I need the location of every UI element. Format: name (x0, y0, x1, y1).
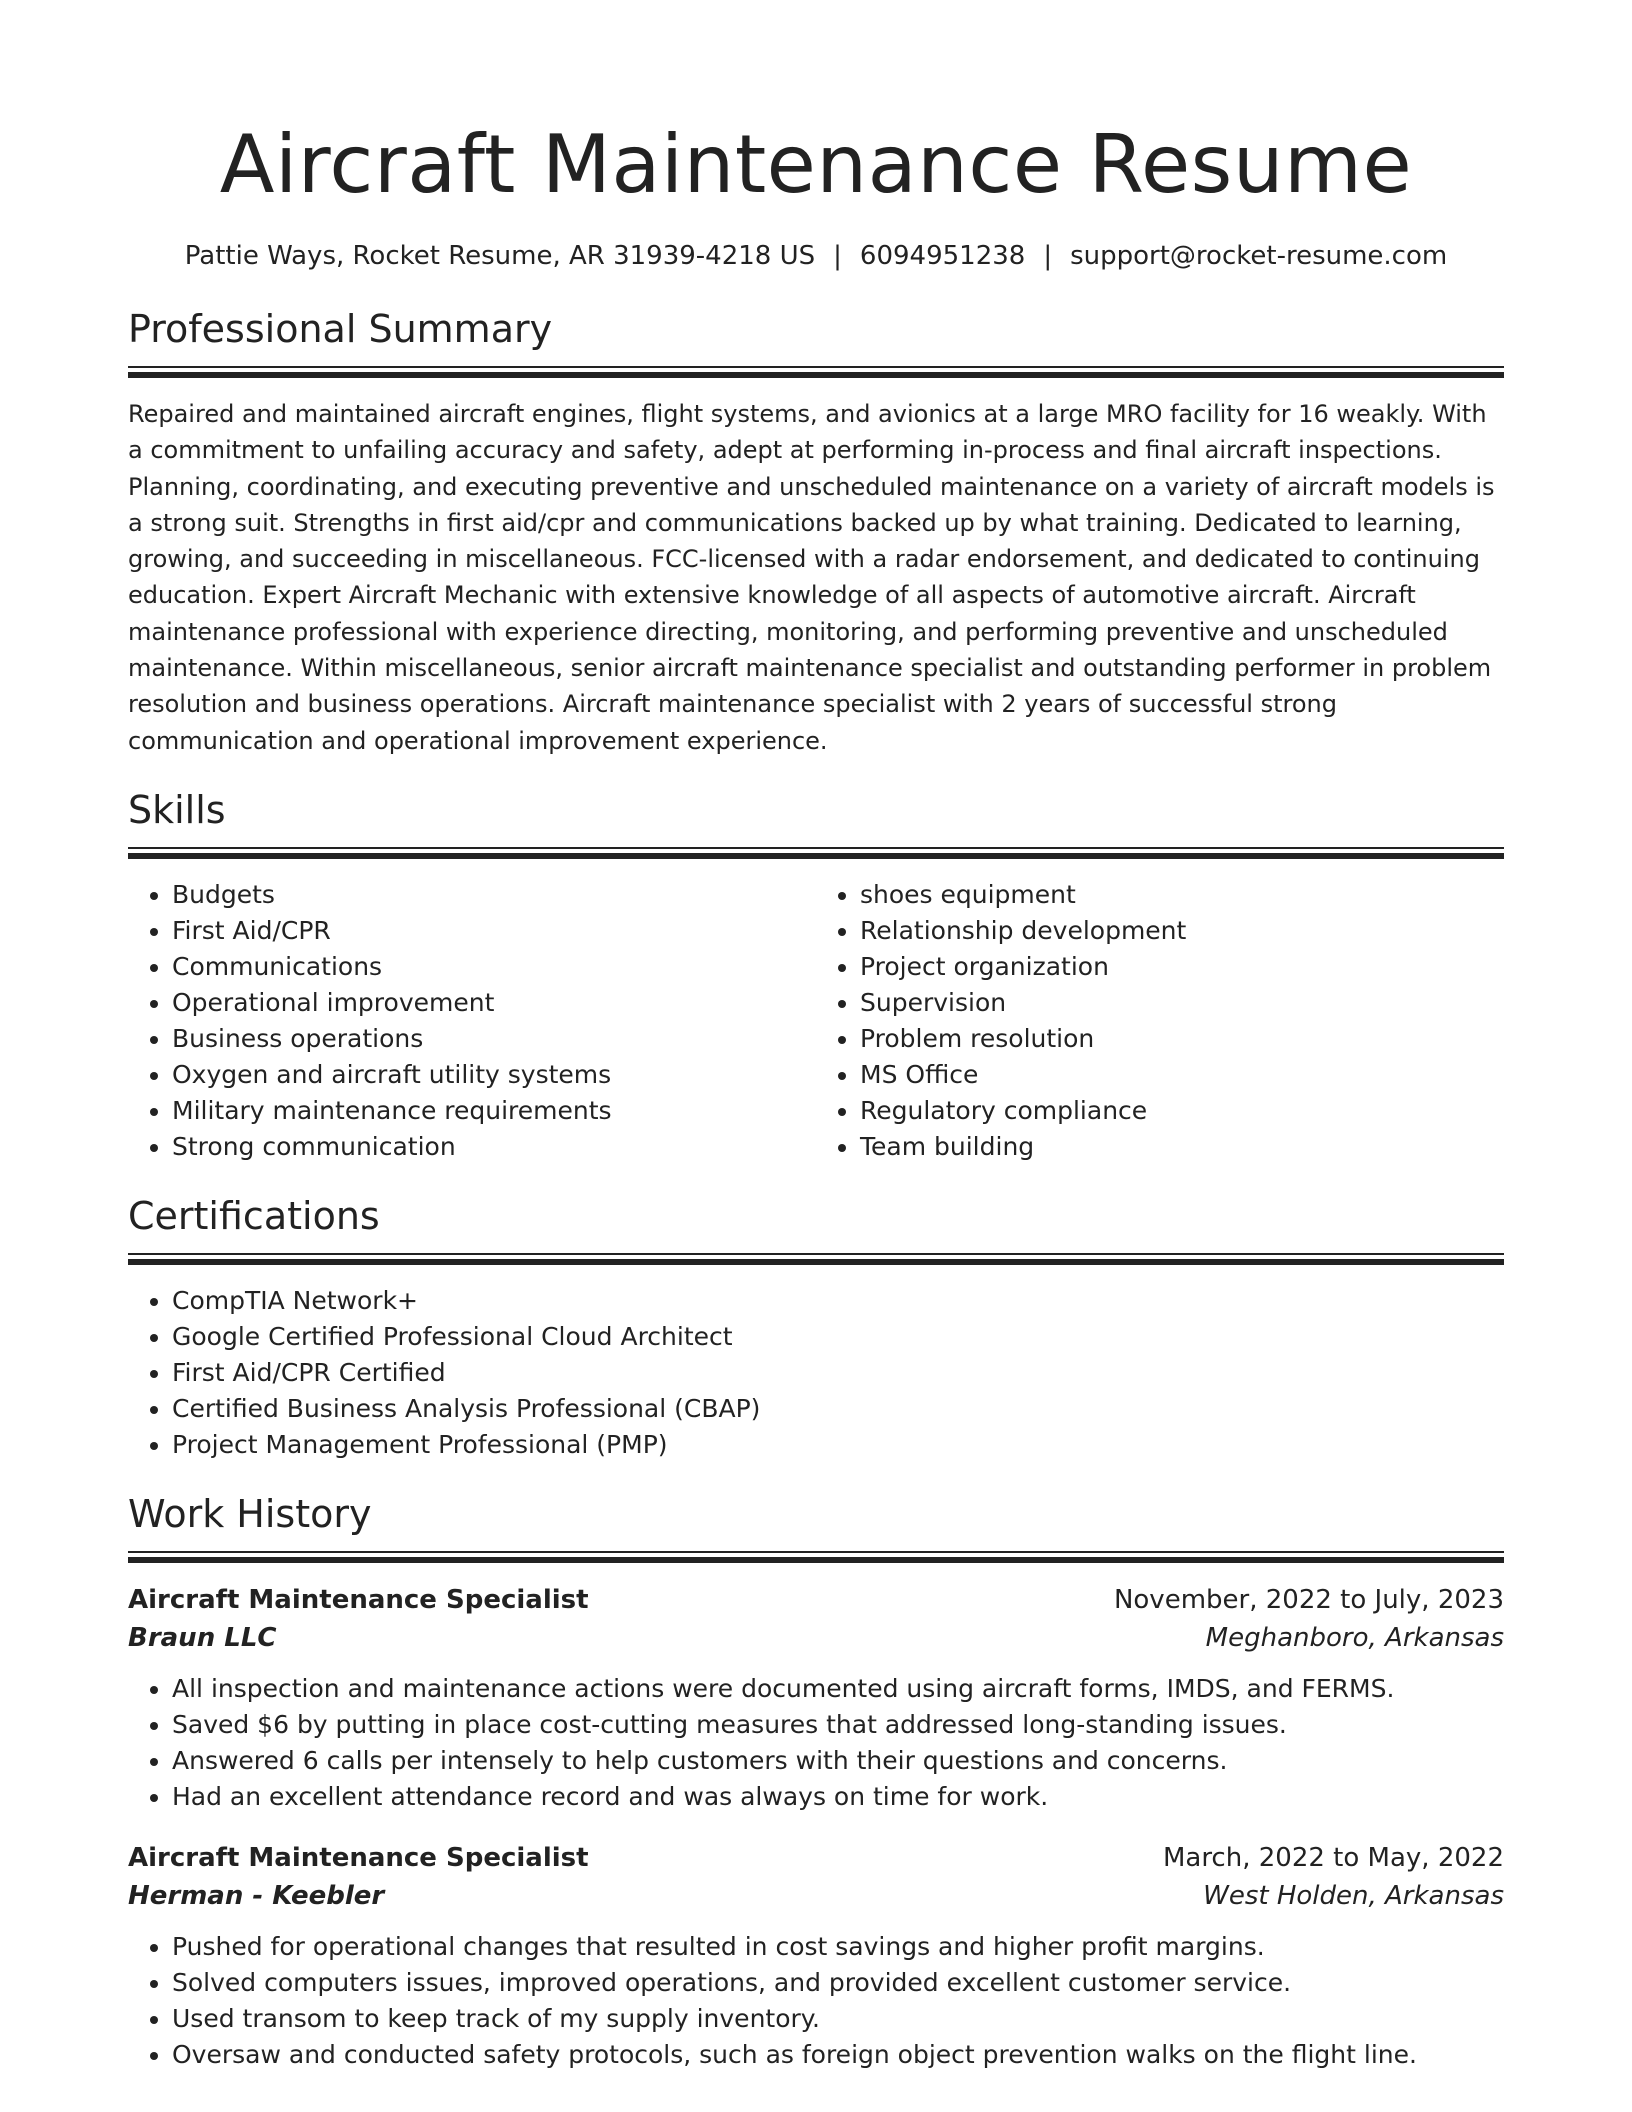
skill-item: • Problem resolution (860, 1021, 1504, 1057)
contact-separator: | (1043, 241, 1053, 271)
job-bullet: • Had an excellent attendance record and was always on time for work. (172, 1779, 1504, 1815)
section-heading: Work History (128, 1491, 372, 1536)
job-bullets (128, 1929, 1504, 2073)
certification-item: • Project Management Professional (PMP) (172, 1427, 1504, 1463)
contact-address: Pattie Ways, Rocket Resume, AR 31939-4218 US (184, 241, 816, 271)
certification-item: • CompTIA Network+ (172, 1283, 1504, 1319)
job-header-row (128, 1839, 1504, 1877)
skill-item: • Oxygen and aircraft utility systems (172, 1057, 816, 1093)
job-bullet: • Solved computers issues, improved operations, and provided excellent customer service. (172, 1965, 1504, 2001)
contact-line (128, 238, 1504, 274)
skill-item: • Business operations (172, 1021, 816, 1057)
job-entry (128, 1839, 1504, 2073)
certification-item: • Google Certified Professional Cloud Architect (172, 1319, 1504, 1355)
skill-item: • Military maintenance requirements (172, 1093, 816, 1129)
section-divider (128, 1253, 1504, 1265)
job-bullet: • Answered 6 calls per intensely to help customers with their questions and concerns. (172, 1743, 1504, 1779)
work-history-section (128, 1489, 1504, 2073)
summary-text: Repaired and maintained aircraft engines, flight systems, and avionics at a large MRO facility for 16 weakly. With a commitment to unfailing accuracy and safety, adept at performing in-process and final aircraft inspections. Planning, coordinating, and executing preventive and unscheduled maintenance on a variety of aircraft models is a strong suit. Strengths in first aid/cpr and communications backed up by what training. Dedicated to learning, growing, and succeeding in miscellaneous. FCC-licensed with a radar endorsement, and dedicated to continuing education. Expert Aircraft Mechanic with extensive knowledge of all aspects of automotive aircraft. Aircraft maintenance professional with experience directing, monitoring, and performing preventive and unscheduled maintenance. Within miscellaneous, senior aircraft maintenance specialist and outstanding performer in problem resolution and business operations. Aircraft maintenance specialist with 2 years of successful strong communication and operational improvement experience. (128, 400, 1495, 755)
skill-item: • Project organization (860, 949, 1504, 985)
certifications-list (128, 1283, 1504, 1463)
job-bullet: • Saved $6 by putting in place cost-cutting measures that addressed long-standing issues. (172, 1707, 1504, 1743)
skill-item: • First Aid/CPR (172, 913, 816, 949)
job-bullet: • Pushed for operational changes that resulted in cost savings and higher profit margins. (172, 1929, 1504, 1965)
skills-grid (128, 877, 1504, 1165)
summary-section (128, 304, 1504, 759)
skills-list-left (128, 877, 816, 1165)
job-entry (128, 1581, 1504, 1815)
certification-item: • Certified Business Analysis Professional (CBAP) (172, 1391, 1504, 1427)
certification-item: • First Aid/CPR Certified (172, 1355, 1504, 1391)
job-title: Aircraft Maintenance Specialist (128, 1584, 589, 1615)
section-divider (128, 366, 1504, 378)
section-divider (128, 1551, 1504, 1563)
job-company-row (128, 1619, 1504, 1657)
skills-section (128, 785, 1504, 1165)
certifications-section (128, 1191, 1504, 1463)
skill-item: • Supervision (860, 985, 1504, 1021)
job-dates: March, 2022 to May, 2022 (1162, 1842, 1504, 1873)
section-heading: Certifications (128, 1193, 380, 1238)
skill-item: • MS Office (860, 1057, 1504, 1093)
job-header-row (128, 1581, 1504, 1619)
job-bullet: • All inspection and maintenance actions were documented using aircraft forms, IMDS, and FERMS. (172, 1671, 1504, 1707)
contact-email: support@rocket-resume.com (1070, 241, 1448, 271)
section-divider (128, 847, 1504, 859)
contact-phone: 6094951238 (859, 241, 1026, 271)
job-title: Aircraft Maintenance Specialist (128, 1842, 589, 1873)
section-heading: Skills (128, 787, 226, 832)
job-company: Herman - Keebler (128, 1880, 385, 1911)
job-location: West Holden, Arkansas (1203, 1880, 1504, 1911)
skill-item: • Relationship development (860, 913, 1504, 949)
job-company: Braun LLC (128, 1622, 277, 1653)
resume-page (128, 110, 1504, 2097)
skill-item: • Strong communication (172, 1129, 816, 1165)
skill-item: • shoes equipment (860, 877, 1504, 913)
job-location: Meghanboro, Arkansas (1205, 1622, 1504, 1653)
contact-separator: | (833, 241, 842, 271)
section-heading: Professional Summary (128, 307, 553, 351)
job-bullet: • Oversaw and conducted safety protocols, such as foreign object prevention walks on the flight line. (172, 2037, 1504, 2073)
skill-item: • Regulatory compliance (860, 1093, 1504, 1129)
skill-item: • Communications (172, 949, 816, 985)
skill-item: • Team building (860, 1129, 1504, 1165)
skill-item: • Operational improvement (172, 985, 816, 1021)
job-bullet: • Used transom to keep track of my supply inventory. (172, 2001, 1504, 2037)
job-dates: November, 2022 to July, 2023 (1113, 1584, 1504, 1615)
job-company-row (128, 1877, 1504, 1915)
skills-list-right (816, 877, 1504, 1165)
job-bullets (128, 1671, 1504, 1815)
resume-title: Aircraft Maintenance Resume (219, 118, 1413, 211)
skill-item: • Budgets (172, 877, 816, 913)
